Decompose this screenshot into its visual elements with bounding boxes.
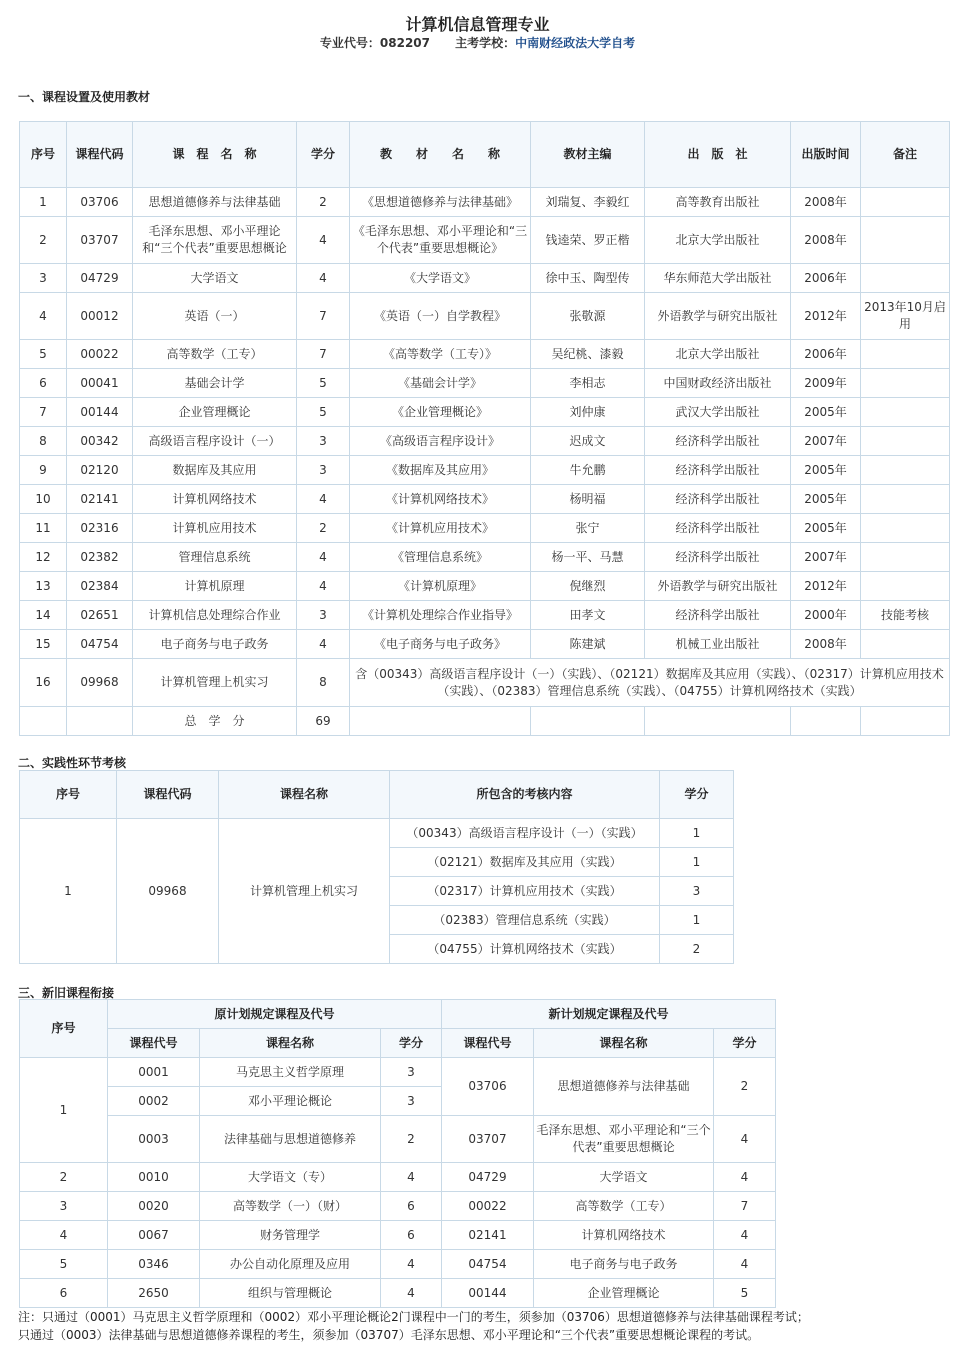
course-table-header <box>20 122 950 188</box>
cell-publisher: 经济科学出版社 <box>645 456 791 485</box>
total-row <box>20 707 950 736</box>
cell-textbook: 《毛泽东思想、邓小平理论和“三个代表”重要思想概论》 <box>350 217 531 264</box>
transition-header-new: 新计划规定课程及代号 <box>442 1000 776 1029</box>
cell-old-name: 财务管理学 <box>200 1221 381 1250</box>
cell-seq: 13 <box>20 572 67 601</box>
cell-old-credit: 6 <box>381 1192 442 1221</box>
total-label: 总 学 分 <box>133 707 297 736</box>
cell-textbook: 《计算机原理》 <box>350 572 531 601</box>
cell-credit: 5 <box>297 398 350 427</box>
cell-code: 02141 <box>67 485 133 514</box>
cell-course-name: 高等数学（工专） <box>133 340 297 369</box>
cell-editor: 钱逵荣、罗正楷 <box>531 217 645 264</box>
header-textbook: 教 材 名 称 <box>350 122 531 188</box>
cell-old-code: 0003 <box>108 1116 200 1163</box>
cell-old-code: 0067 <box>108 1221 200 1250</box>
table-row <box>20 485 950 514</box>
cell-new-credit: 4 <box>714 1163 776 1192</box>
cell-new-name: 企业管理概论 <box>534 1279 714 1308</box>
cell-remark <box>861 514 950 543</box>
header-remark: 备注 <box>861 122 950 188</box>
cell-old-code: 0346 <box>108 1250 200 1279</box>
cell-code: 02316 <box>67 514 133 543</box>
cell-seq: 6 <box>20 369 67 398</box>
header-code: 课程代码 <box>117 771 219 819</box>
cell-code: 03707 <box>67 217 133 264</box>
cell-seq: 6 <box>20 1279 108 1308</box>
cell-new-name: 大学语文 <box>534 1163 714 1192</box>
table-row <box>20 427 950 456</box>
cell-seq: 1 <box>20 188 67 217</box>
cell-course-name: 毛泽东思想、邓小平理论和“三个代表”重要思想概论 <box>133 217 297 264</box>
cell-publisher: 经济科学出版社 <box>645 514 791 543</box>
header-publisher: 出 版 社 <box>645 122 791 188</box>
cell-textbook: 《英语（一）自学教程》 <box>350 293 531 340</box>
cell-pub-date: 2012年 <box>791 293 861 340</box>
cell-new-credit: 4 <box>714 1221 776 1250</box>
cell-pub-date: 2000年 <box>791 601 861 630</box>
cell-publisher: 外语教学与研究出版社 <box>645 293 791 340</box>
cell-course-name: 思想道德修养与法律基础 <box>133 188 297 217</box>
cell-pub-date: 2008年 <box>791 630 861 659</box>
subheader-new-credit: 学分 <box>714 1029 776 1058</box>
cell-seq: 3 <box>20 264 67 293</box>
course-table <box>19 121 950 736</box>
cell-pub-date: 2005年 <box>791 398 861 427</box>
cell-code: 00041 <box>67 369 133 398</box>
cell-credit: 1 <box>660 848 734 877</box>
cell-old-name: 邓小平理论概论 <box>200 1087 381 1116</box>
cell-credit: 4 <box>297 485 350 514</box>
table-row <box>20 340 950 369</box>
cell-new-credit: 5 <box>714 1279 776 1308</box>
cell-textbook: 《大学语文》 <box>350 264 531 293</box>
cell-content: （04755）计算机网络技术（实践） <box>390 935 660 964</box>
cell-publisher: 北京大学出版社 <box>645 340 791 369</box>
table-row <box>20 369 950 398</box>
cell-pub-date: 2006年 <box>791 264 861 293</box>
cell-credit: 7 <box>297 293 350 340</box>
cell-new-credit: 2 <box>714 1058 776 1116</box>
cell-code: 03706 <box>67 188 133 217</box>
cell-old-code: 0001 <box>108 1058 200 1087</box>
cell-credit: 3 <box>660 877 734 906</box>
cell-pub-date: 2005年 <box>791 456 861 485</box>
cell-code: 02651 <box>67 601 133 630</box>
table-row <box>20 601 950 630</box>
cell-editor: 刘瑞复、李毅红 <box>531 188 645 217</box>
cell-seq: 5 <box>20 340 67 369</box>
cell-editor: 杨一平、马慧 <box>531 543 645 572</box>
transition-header-old: 原计划规定课程及代号 <box>108 1000 442 1029</box>
cell-course-name: 计算机管理上机实习 <box>219 819 390 964</box>
cell-old-code: 0002 <box>108 1087 200 1116</box>
cell-remark <box>861 217 950 264</box>
cell-seq: 4 <box>20 293 67 340</box>
cell-code: 09968 <box>117 819 219 964</box>
empty-cell <box>67 707 133 736</box>
header-pub-date: 出版时间 <box>791 122 861 188</box>
cell-code: 04754 <box>67 630 133 659</box>
cell-code: 02120 <box>67 456 133 485</box>
cell-credit: 2 <box>297 188 350 217</box>
cell-old-credit: 6 <box>381 1221 442 1250</box>
cell-editor: 张敬源 <box>531 293 645 340</box>
cell-seq: 10 <box>20 485 67 514</box>
cell-old-name: 组织与管理概论 <box>200 1279 381 1308</box>
cell-seq: 2 <box>20 1163 108 1192</box>
cell-seq: 1 <box>20 819 117 964</box>
subheader-new-name: 课程名称 <box>534 1029 714 1058</box>
cell-publisher: 华东师范大学出版社 <box>645 264 791 293</box>
cell-credit: 4 <box>297 572 350 601</box>
cell-code: 04729 <box>67 264 133 293</box>
table-row <box>20 1058 776 1087</box>
school-label: 主考学校： <box>455 36 516 50</box>
cell-course-name: 电子商务与电子政务 <box>133 630 297 659</box>
school-name: 中南财经政法大学自考 <box>515 36 636 50</box>
table-row <box>20 659 950 707</box>
section2-title: 二、实践性环节考核 <box>18 756 127 770</box>
cell-new-credit: 4 <box>714 1250 776 1279</box>
cell-remark <box>861 340 950 369</box>
cell-remark <box>861 369 950 398</box>
empty-cell <box>531 707 645 736</box>
header-seq: 序号 <box>20 122 67 188</box>
cell-pub-date: 2008年 <box>791 217 861 264</box>
cell-pub-date: 2005年 <box>791 514 861 543</box>
cell-publisher: 机械工业出版社 <box>645 630 791 659</box>
cell-seq: 4 <box>20 1221 108 1250</box>
cell-course-name: 基础会计学 <box>133 369 297 398</box>
cell-textbook: 《计算机处理综合作业指导》 <box>350 601 531 630</box>
empty-cell <box>645 707 791 736</box>
cell-new-code: 03707 <box>442 1116 534 1163</box>
table-row <box>20 1221 776 1250</box>
cell-old-credit: 4 <box>381 1279 442 1308</box>
table-row <box>20 1163 776 1192</box>
subheader-old-name: 课程名称 <box>200 1029 381 1058</box>
transition-header-no: 序号 <box>20 1000 108 1058</box>
table-row <box>20 1192 776 1221</box>
cell-practice-desc: 含（00343）高级语言程序设计（一）（实践）、（02121）数据库及其应用（实践）、（02317）计算机应用技术（实践）、（02383）管理信息系统（实践）、（04755）计算机网络技术（实践） <box>350 659 950 707</box>
cell-course-name: 计算机网络技术 <box>133 485 297 514</box>
cell-remark <box>861 264 950 293</box>
header-content: 所包含的考核内容 <box>390 771 660 819</box>
table-row <box>20 819 734 848</box>
cell-seq: 1 <box>20 1058 108 1163</box>
table-row <box>20 456 950 485</box>
cell-content: （02383）管理信息系统（实践） <box>390 906 660 935</box>
cell-credit: 7 <box>297 340 350 369</box>
table-row <box>20 1116 776 1163</box>
cell-new-name: 毛泽东思想、邓小平理论和“三个代表”重要思想概论 <box>534 1116 714 1163</box>
cell-new-code: 02141 <box>442 1221 534 1250</box>
cell-publisher: 中国财政经济出版社 <box>645 369 791 398</box>
cell-credit: 4 <box>297 217 350 264</box>
cell-remark <box>861 572 950 601</box>
cell-old-name: 法律基础与思想道德修养 <box>200 1116 381 1163</box>
cell-new-code: 04729 <box>442 1163 534 1192</box>
cell-remark: 技能考核 <box>861 601 950 630</box>
cell-credit: 2 <box>297 514 350 543</box>
header-course-name: 课程名称 <box>219 771 390 819</box>
cell-new-code: 03706 <box>442 1058 534 1116</box>
cell-seq: 14 <box>20 601 67 630</box>
cell-remark <box>861 427 950 456</box>
cell-new-credit: 4 <box>714 1116 776 1163</box>
major-code: 082207 <box>379 36 430 50</box>
cell-publisher: 经济科学出版社 <box>645 427 791 456</box>
header-seq: 序号 <box>20 771 117 819</box>
transition-subheader <box>20 1029 776 1058</box>
header-code: 课程代码 <box>67 122 133 188</box>
cell-editor: 倪继烈 <box>531 572 645 601</box>
subheader-old-credit: 学分 <box>381 1029 442 1058</box>
cell-textbook: 《数据库及其应用》 <box>350 456 531 485</box>
cell-remark <box>861 485 950 514</box>
cell-textbook: 《思想道德修养与法律基础》 <box>350 188 531 217</box>
cell-credit: 4 <box>297 543 350 572</box>
cell-credit: 3 <box>297 456 350 485</box>
cell-publisher: 经济科学出版社 <box>645 601 791 630</box>
cell-code: 00342 <box>67 427 133 456</box>
cell-old-name: 办公自动化原理及应用 <box>200 1250 381 1279</box>
cell-publisher: 经济科学出版社 <box>645 543 791 572</box>
cell-remark <box>861 188 950 217</box>
major-code-label: 专业代号： <box>319 36 380 50</box>
cell-content: （02121）数据库及其应用（实践） <box>390 848 660 877</box>
cell-editor: 迟成文 <box>531 427 645 456</box>
cell-seq: 2 <box>20 217 67 264</box>
cell-textbook: 《基础会计学》 <box>350 369 531 398</box>
cell-course-name: 数据库及其应用 <box>133 456 297 485</box>
cell-seq: 12 <box>20 543 67 572</box>
practice-table <box>19 770 734 964</box>
cell-publisher: 外语教学与研究出版社 <box>645 572 791 601</box>
cell-remark <box>861 543 950 572</box>
cell-remark <box>861 456 950 485</box>
note-line-2: 只通过（0003）法律基础与思想道德修养课程的考生，须参加（03707）毛泽东思想、邓小平理论和“三个代表”重要思想概论课程的考试。 <box>18 1328 760 1342</box>
cell-pub-date: 2007年 <box>791 427 861 456</box>
cell-textbook: 《计算机应用技术》 <box>350 514 531 543</box>
cell-editor: 田孝文 <box>531 601 645 630</box>
cell-new-name: 高等数学（工专） <box>534 1192 714 1221</box>
cell-course-name: 计算机信息处理综合作业 <box>133 601 297 630</box>
cell-credit: 1 <box>660 819 734 848</box>
cell-seq: 7 <box>20 398 67 427</box>
cell-editor: 牛允鹏 <box>531 456 645 485</box>
cell-seq: 16 <box>20 659 67 707</box>
cell-pub-date: 2005年 <box>791 485 861 514</box>
cell-course-name: 计算机管理上机实习 <box>133 659 297 707</box>
cell-credit: 5 <box>297 369 350 398</box>
cell-seq: 8 <box>20 427 67 456</box>
cell-editor: 张宁 <box>531 514 645 543</box>
cell-old-credit: 4 <box>381 1250 442 1279</box>
cell-content: （00343）高级语言程序设计（一）（实践） <box>390 819 660 848</box>
cell-old-credit: 3 <box>381 1087 442 1116</box>
table-row <box>20 264 950 293</box>
cell-old-code: 0010 <box>108 1163 200 1192</box>
table-row <box>20 398 950 427</box>
note-line-1: 注：只通过（0001）马克思主义哲学原理和（0002）邓小平理论概论2门课程中一门的考生，须参加（03706）思想道德修养与法律基础课程考试； <box>18 1310 809 1324</box>
cell-publisher: 武汉大学出版社 <box>645 398 791 427</box>
cell-credit: 3 <box>297 427 350 456</box>
cell-remark <box>861 398 950 427</box>
cell-editor: 吴纪桃、漆毅 <box>531 340 645 369</box>
cell-remark: 2013年10月启用 <box>861 293 950 340</box>
empty-cell <box>791 707 861 736</box>
cell-textbook: 《管理信息系统》 <box>350 543 531 572</box>
cell-editor: 杨明福 <box>531 485 645 514</box>
table-row <box>20 514 950 543</box>
cell-editor: 李相志 <box>531 369 645 398</box>
empty-cell <box>861 707 950 736</box>
table-row <box>20 188 950 217</box>
page-title: 计算机信息管理专业 <box>405 15 550 34</box>
header-credit: 学分 <box>660 771 734 819</box>
cell-new-code: 00144 <box>442 1279 534 1308</box>
empty-cell <box>20 707 67 736</box>
cell-publisher: 高等教育出版社 <box>645 188 791 217</box>
table-row <box>20 543 950 572</box>
section1-title: 一、课程设置及使用教材 <box>18 90 151 104</box>
cell-remark <box>861 630 950 659</box>
page-subtitle <box>0 34 955 51</box>
table-row <box>20 1250 776 1279</box>
cell-course-name: 大学语文 <box>133 264 297 293</box>
empty-cell <box>350 707 531 736</box>
table-row <box>20 630 950 659</box>
cell-editor: 徐中玉、陶型传 <box>531 264 645 293</box>
cell-course-name: 高级语言程序设计（一） <box>133 427 297 456</box>
cell-new-name: 电子商务与电子政务 <box>534 1250 714 1279</box>
cell-content: （02317）计算机应用技术（实践） <box>390 877 660 906</box>
cell-code: 00144 <box>67 398 133 427</box>
cell-code: 00012 <box>67 293 133 340</box>
cell-textbook: 《企业管理概论》 <box>350 398 531 427</box>
cell-pub-date: 2007年 <box>791 543 861 572</box>
cell-seq: 3 <box>20 1192 108 1221</box>
cell-seq: 11 <box>20 514 67 543</box>
cell-new-name: 计算机网络技术 <box>534 1221 714 1250</box>
cell-code: 02382 <box>67 543 133 572</box>
cell-textbook: 《高级语言程序设计》 <box>350 427 531 456</box>
header-editor: 教材主编 <box>531 122 645 188</box>
table-row <box>20 572 950 601</box>
cell-old-credit: 3 <box>381 1058 442 1087</box>
section3-title: 三、新旧课程衔接 <box>18 986 115 1000</box>
cell-textbook: 《高等数学（工专）》 <box>350 340 531 369</box>
cell-old-credit: 4 <box>381 1163 442 1192</box>
subheader-old-code: 课程代号 <box>108 1029 200 1058</box>
cell-old-code: 0020 <box>108 1192 200 1221</box>
cell-new-credit: 7 <box>714 1192 776 1221</box>
cell-code: 09968 <box>67 659 133 707</box>
cell-new-code: 00022 <box>442 1192 534 1221</box>
cell-credit: 4 <box>297 630 350 659</box>
cell-credit: 4 <box>297 264 350 293</box>
cell-pub-date: 2009年 <box>791 369 861 398</box>
cell-code: 02384 <box>67 572 133 601</box>
table-row <box>20 217 950 264</box>
cell-old-code: 2650 <box>108 1279 200 1308</box>
cell-old-name: 大学语文（专） <box>200 1163 381 1192</box>
cell-textbook: 《计算机网络技术》 <box>350 485 531 514</box>
header-course-name: 课 程 名 称 <box>133 122 297 188</box>
cell-publisher: 经济科学出版社 <box>645 485 791 514</box>
cell-credit: 1 <box>660 906 734 935</box>
cell-seq: 9 <box>20 456 67 485</box>
cell-old-credit: 2 <box>381 1116 442 1163</box>
subheader-new-code: 课程代号 <box>442 1029 534 1058</box>
total-credit: 69 <box>297 707 350 736</box>
cell-publisher: 北京大学出版社 <box>645 217 791 264</box>
cell-new-name: 思想道德修养与法律基础 <box>534 1058 714 1116</box>
cell-credit: 8 <box>297 659 350 707</box>
cell-seq: 5 <box>20 1250 108 1279</box>
cell-old-name: 高等数学（一）（财） <box>200 1192 381 1221</box>
cell-old-name: 马克思主义哲学原理 <box>200 1058 381 1087</box>
cell-course-name: 企业管理概论 <box>133 398 297 427</box>
cell-pub-date: 2006年 <box>791 340 861 369</box>
table-row <box>20 293 950 340</box>
cell-pub-date: 2012年 <box>791 572 861 601</box>
cell-new-code: 04754 <box>442 1250 534 1279</box>
cell-editor: 刘仲康 <box>531 398 645 427</box>
cell-credit: 2 <box>660 935 734 964</box>
cell-textbook: 《电子商务与电子政务》 <box>350 630 531 659</box>
cell-credit: 3 <box>297 601 350 630</box>
cell-course-name: 计算机应用技术 <box>133 514 297 543</box>
practice-table-header <box>20 771 734 819</box>
cell-course-name: 计算机原理 <box>133 572 297 601</box>
cell-pub-date: 2008年 <box>791 188 861 217</box>
transition-table <box>19 999 776 1308</box>
cell-code: 00022 <box>67 340 133 369</box>
cell-course-name: 英语（一） <box>133 293 297 340</box>
cell-course-name: 管理信息系统 <box>133 543 297 572</box>
table-row <box>20 1279 776 1308</box>
cell-seq: 15 <box>20 630 67 659</box>
header-credit: 学分 <box>297 122 350 188</box>
cell-editor: 陈建斌 <box>531 630 645 659</box>
